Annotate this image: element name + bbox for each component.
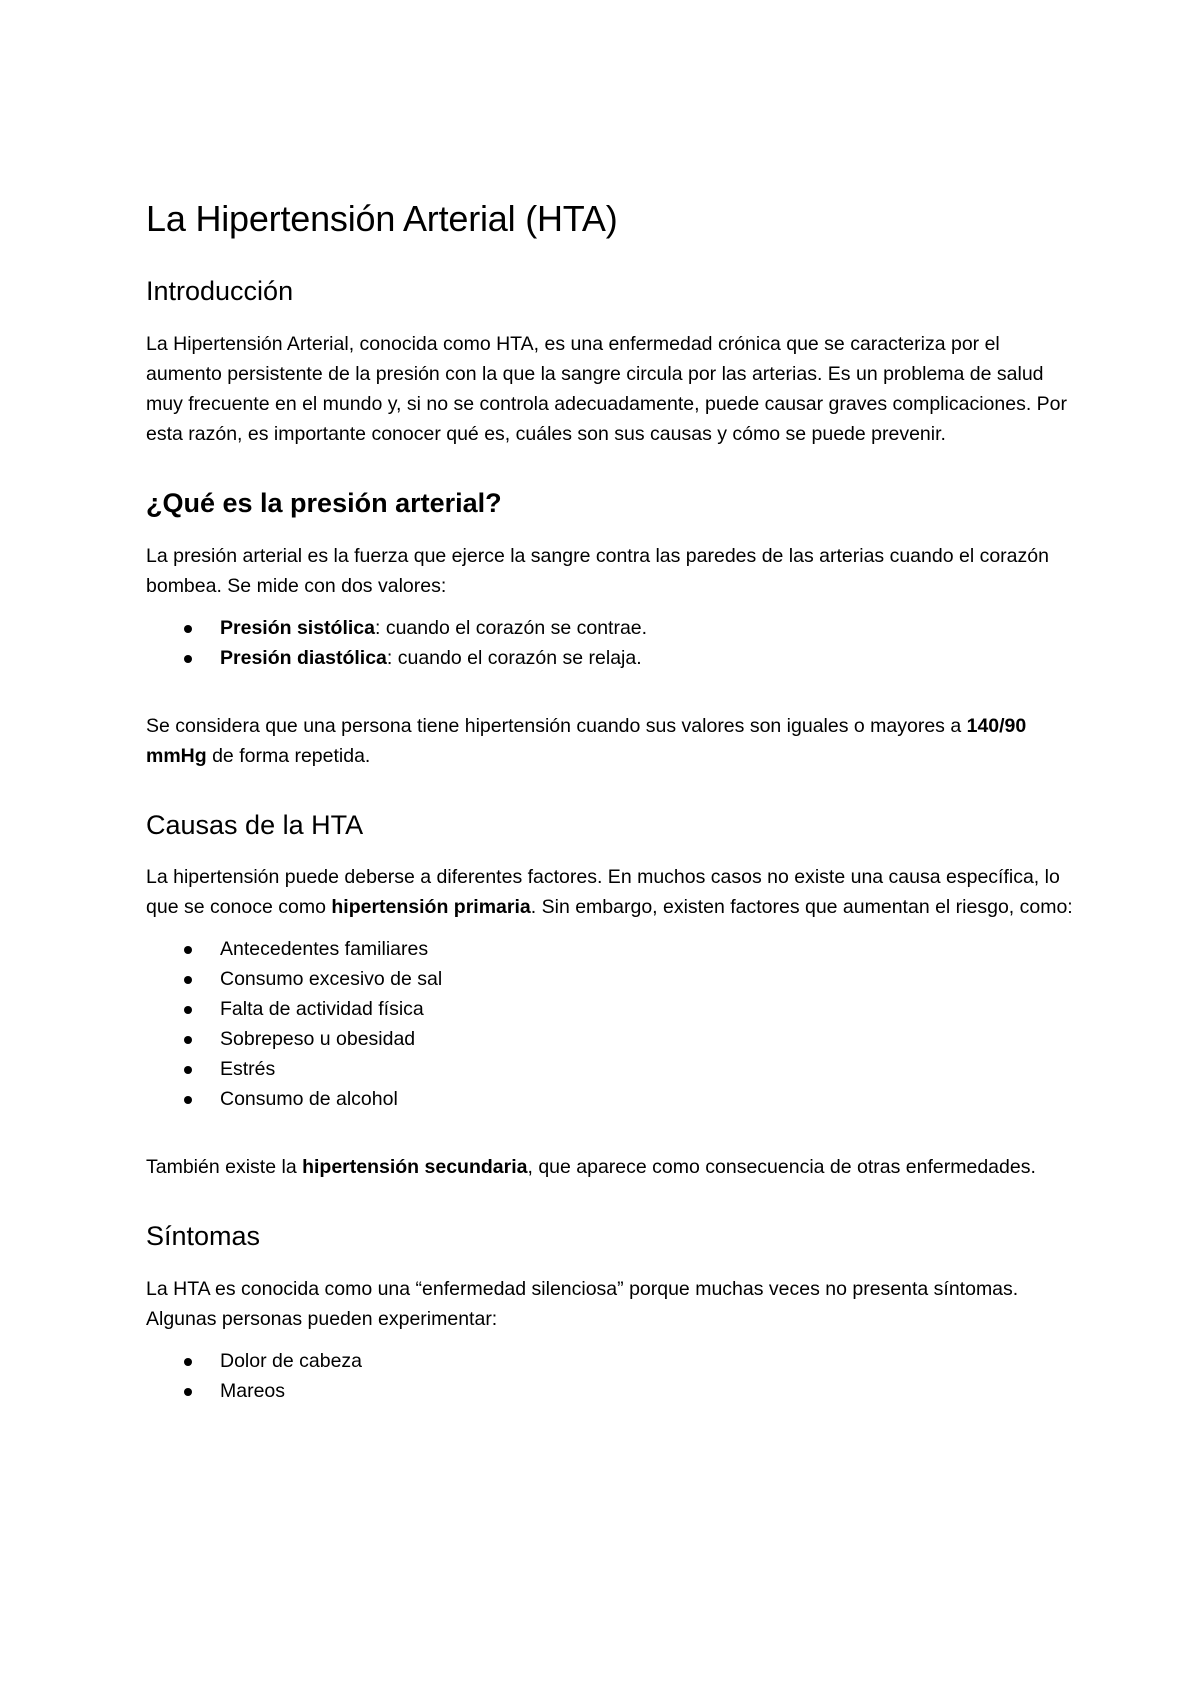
criterion-text-after: de forma repetida. bbox=[206, 744, 371, 767]
intro-paragraph: La Hipertensión Arterial, conocida como HTA, es una enfermedad crónica que se caracteriza por el aumento persistente de la presión con la que la sangre circula por las arterias. Es un problema de salud muy frecuente en el mundo y, si no se controla adecuadamente, puede causar graves complicaciones. Por esta razón, es importante conocer qué es, cuáles son sus causas y cómo se puede prevenir. bbox=[146, 332, 1067, 445]
list-item bbox=[184, 1024, 1080, 1054]
causas-text: La hipertensión puede deberse a diferentes factores. En muchos casos no existe una causa específica, lo que se conoce como bbox=[146, 866, 1060, 919]
bullet-icon bbox=[184, 1006, 192, 1014]
sintomas-heading: Síntomas bbox=[146, 1221, 261, 1252]
list-item bbox=[184, 1376, 1080, 1406]
secundaria-text: También existe la bbox=[146, 1156, 303, 1179]
sintomas-paragraph: La HTA es conocida como una “enfermedad silenciosa” porque muchas veces no presenta síntomas. Algunas personas pueden experimentar: bbox=[146, 1278, 1019, 1330]
desc-diastolic: : cuando el corazón se relaja. bbox=[386, 646, 642, 669]
causas-list bbox=[146, 934, 1080, 1114]
secondary-term: hipertensión secundaria bbox=[302, 1156, 528, 1179]
list-item-text: Falta de actividad física bbox=[220, 998, 424, 1021]
criterion-paragraph bbox=[146, 711, 1080, 771]
bullet-icon bbox=[184, 1096, 192, 1104]
list-item-text: Antecedentes familiares bbox=[220, 938, 429, 961]
presion-paragraph: La presión arterial es la fuerza que ejerce la sangre contra las paredes de las arterias cuando el corazón bombea. Se mide con dos valores: bbox=[146, 544, 1049, 597]
secundaria-paragraph bbox=[146, 1152, 1080, 1182]
presion-heading: ¿Qué es la presión arterial? bbox=[146, 487, 502, 518]
list-item-text: Dolor de cabeza bbox=[220, 1350, 363, 1372]
list-item bbox=[184, 1084, 1080, 1114]
bullet-icon bbox=[184, 1036, 192, 1044]
list-item-text: Consumo de alcohol bbox=[220, 1088, 398, 1111]
bullet-icon bbox=[184, 946, 192, 954]
intro-heading: Introducción bbox=[146, 276, 294, 306]
list-item bbox=[184, 964, 1080, 994]
term-systolic: Presión sistólica bbox=[220, 616, 375, 639]
list-item-text: Mareos bbox=[220, 1380, 286, 1402]
list-item bbox=[184, 613, 1080, 643]
list-item-text: Sobrepeso u obesidad bbox=[220, 1028, 416, 1051]
causas-text-after: . Sin embargo, existen factores que aumentan el riesgo, como: bbox=[530, 896, 1073, 919]
bullet-icon bbox=[184, 976, 192, 984]
presion-list bbox=[146, 613, 1080, 673]
bullet-icon bbox=[184, 1066, 192, 1074]
document-title: La Hipertensión Arterial (HTA) bbox=[146, 198, 618, 239]
secundaria-text-after: , que aparece como consecuencia de otras enfermedades. bbox=[527, 1156, 1036, 1179]
desc-systolic: : cuando el corazón se contrae. bbox=[374, 616, 648, 639]
sintomas-list bbox=[146, 1346, 1080, 1406]
term-diastolic: Presión diastólica bbox=[220, 646, 387, 669]
list-item bbox=[184, 934, 1080, 964]
list-item bbox=[184, 994, 1080, 1024]
list-item bbox=[184, 1054, 1080, 1084]
bullet-icon bbox=[184, 1388, 192, 1396]
list-item bbox=[184, 643, 1080, 673]
list-item-text: Consumo excesivo de sal bbox=[220, 968, 443, 991]
bullet-icon bbox=[184, 1358, 192, 1366]
list-item-text: Estrés bbox=[220, 1058, 276, 1081]
primary-term: hipertensión primaria bbox=[331, 896, 531, 919]
bullet-icon bbox=[184, 655, 192, 663]
criterion-text: Se considera que una persona tiene hipertensión cuando sus valores son iguales o mayores a bbox=[146, 714, 967, 737]
bullet-icon bbox=[184, 625, 192, 633]
causas-heading: Causas de la HTA bbox=[146, 809, 364, 840]
list-item bbox=[184, 1346, 1080, 1376]
causas-paragraph bbox=[146, 862, 1080, 922]
criterion-value: 140/90 mmHg bbox=[146, 714, 1027, 767]
